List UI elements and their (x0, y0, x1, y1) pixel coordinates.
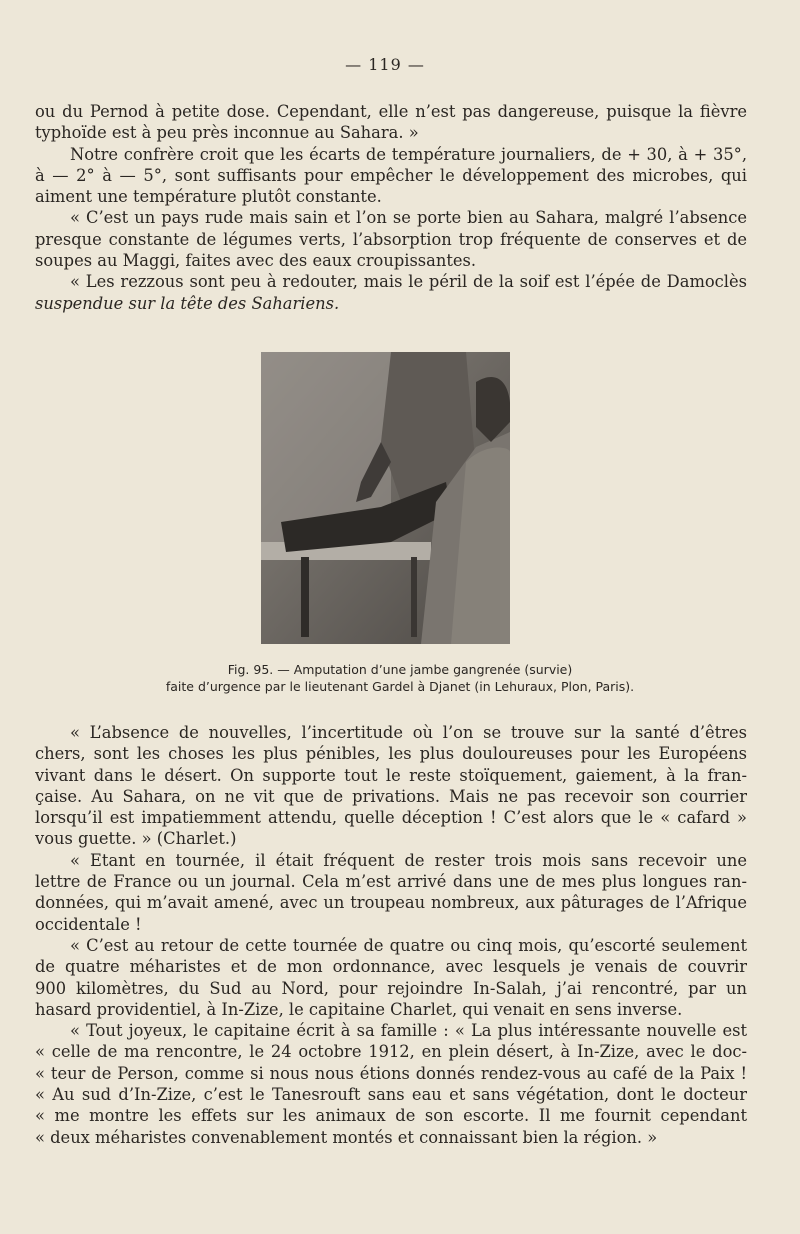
text-line: suspendue sur la tête des Sahariens. (35, 293, 340, 313)
text-line: soupes au Maggi, faites avec des eaux croupissantes. (35, 251, 477, 271)
text-line: typhoïde est à peu près inconnue au Sahara. » (35, 123, 419, 143)
text-line: « celle de ma rencontre, le 24 octobre 1912, en plein désert, à In-Zize, avec le doc- (35, 1042, 747, 1062)
figure-caption-line-2: faite d’urgence par le lieutenant Gardel à Djanet (in Lehuraux, Plon, Paris). (165, 679, 635, 694)
text-line: hasard providentiel, à In-Zize, le capitaine Charlet, qui venait en sens inverse. (35, 999, 683, 1019)
text-line: « Etant en tournée, il était fréquent de rester trois mois sans recevoir une (70, 850, 747, 870)
text-line: « Tout joyeux, le capitaine écrit à sa famille : « La plus intéressante nouvelle est (70, 1021, 747, 1041)
text-line: presque constante de légumes verts, l’absorption trop fréquente de conserves et de (35, 229, 747, 249)
text-line: « teur de Person, comme si nous nous étions donnés rendez-vous au café de la Paix ! (35, 1063, 747, 1083)
text-line: 900 kilomètres, du Sud au Nord, pour rejoindre In-Salah, j’ai rencontré, par un (35, 978, 747, 998)
text-line: chers, sont les choses les plus pénibles, les plus douloureuses pour les Européens (35, 744, 747, 764)
text-line: aiment une température plutôt constante. (35, 187, 382, 207)
text-line: « me montre les effets sur les animaux de son escorte. Il me fournit cependant (35, 1106, 747, 1126)
top-text (35, 101, 747, 314)
text-line: occidentale ! (35, 914, 142, 934)
figure-photo (261, 352, 510, 644)
text-line: données, qui m’avait amené, avec un troupeau nombreux, aux pâturages de l’Afrique (35, 893, 747, 913)
text-line: ou du Pernod à petite dose. Cependant, elle n’est pas dangereuse, puisque la fièvre (35, 102, 747, 121)
text-line: « Au sud d’In-Zize, c’est le Tanesrouft sans eau et sans végétation, dont le docteur (35, 1085, 747, 1105)
text-line: vous guette. » (Charlet.) (35, 829, 237, 849)
text-line: « Les rezzous sont peu à redouter, mais le péril de la soif est l’épée de Damoclès (70, 272, 747, 292)
text-line: « deux méharistes convenablement montés et connaissant bien la région. » (35, 1127, 658, 1147)
text-line: lettre de France ou un journal. Cela m’est arrivé dans une de mes plus longues ran- (35, 872, 747, 892)
text-line: à — 2° à — 5°, sont suffisants pour empêcher le développement des microbes, qui (35, 165, 747, 185)
text-line: çaise. Au Sahara, on ne vit que de privations. Mais ne pas recevoir son courrier (35, 786, 747, 806)
text-line: « C’est au retour de cette tournée de quatre ou cinq mois, qu’escorté seulement (70, 935, 747, 955)
figure-caption-line-1: Fig. 95. — Amputation d’une jambe gangrenée (survie) (227, 662, 573, 677)
text-line: « C’est un pays rude mais sain et l’on se porte bien au Sahara, malgré l’absence (70, 208, 747, 228)
text-line: lorsqu’il est impatiemment attendu, quelle déception ! C’est alors que le « cafard » (35, 808, 747, 828)
text-line: « L’absence de nouvelles, l’incertitude où l’on se trouve sur la santé d’êtres (70, 723, 747, 742)
text-line: vivant dans le désert. On supporte tout le reste stoïquement, gaiement, à la fran- (35, 765, 747, 785)
text-line: Notre confrère croit que les écarts de température journaliers, de + 30, à + 35°, (70, 144, 747, 164)
page-number: — 119 — (345, 55, 425, 74)
text-line: de quatre méharistes et de mon ordonnance, avec lesquels je venais de couvrir (35, 957, 747, 977)
bottom-text (35, 722, 747, 1148)
